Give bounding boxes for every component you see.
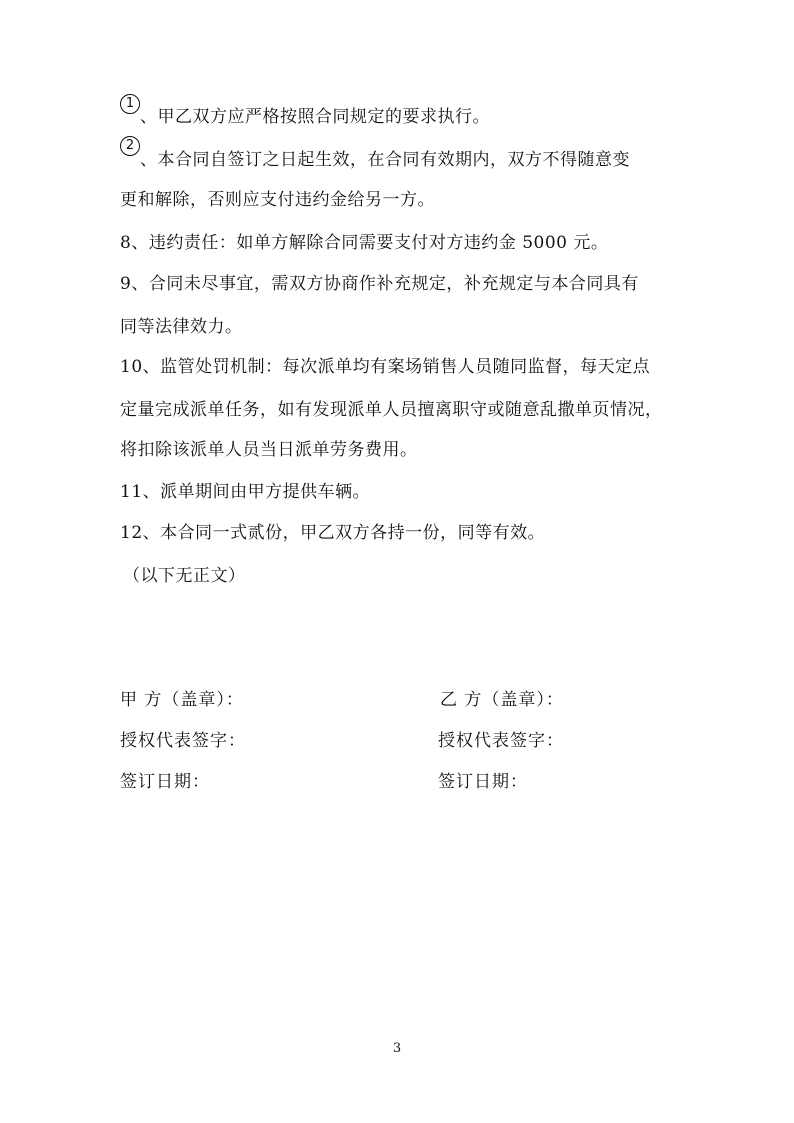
clause-item1-text: 、甲乙双方应严格按照合同规定的要求执行。 <box>140 107 490 127</box>
clause-10-line1: 10、监管处罚机制：每次派单均有案场销售人员随同监督，每天定点 <box>120 357 651 377</box>
circled-number-2: 2 <box>120 136 140 156</box>
clause-11: 11、派单期间由甲方提供车辆。 <box>120 482 371 502</box>
party-a-date-label: 签订日期： <box>120 772 210 792</box>
circled-number-1: 1 <box>120 94 140 114</box>
clause-9-line2: 同等法律效力。 <box>120 317 243 337</box>
clause-8: 8、违约责任：如单方解除合同需要支付对方违约金 5000 元。 <box>120 233 609 253</box>
clause-9-line1: 9、合同未尽事宜，需双方协商作补充规定，补充规定与本合同具有 <box>120 274 639 294</box>
party-a-seal-label: 甲 方（盖章）： <box>120 690 244 710</box>
clause-item2-line2: 更和解除，否则应支付违约金给另一方。 <box>120 190 435 210</box>
clause-12: 12、本合同一式贰份，甲乙双方各持一份，同等有效。 <box>120 523 546 543</box>
clause-10-line3: 将扣除该派单人员当日派单劳务费用。 <box>120 440 418 460</box>
party-a-rep-label: 授权代表签字： <box>120 731 246 751</box>
party-b-seal-label: 乙 方（盖章）： <box>440 690 564 710</box>
clause-item2-line1: 、本合同自签订之日起生效，在合同有效期内，双方不得随意变 <box>140 150 630 170</box>
clause-10-line2: 定量完成派单任务，如有发现派单人员擅离职守或随意乱撒单页情况， <box>120 400 663 420</box>
party-b-rep-label: 授权代表签字： <box>438 731 564 751</box>
end-note: （以下无正文） <box>123 566 246 586</box>
party-b-date-label: 签订日期： <box>438 772 528 792</box>
page-number: 3 <box>392 1041 402 1056</box>
